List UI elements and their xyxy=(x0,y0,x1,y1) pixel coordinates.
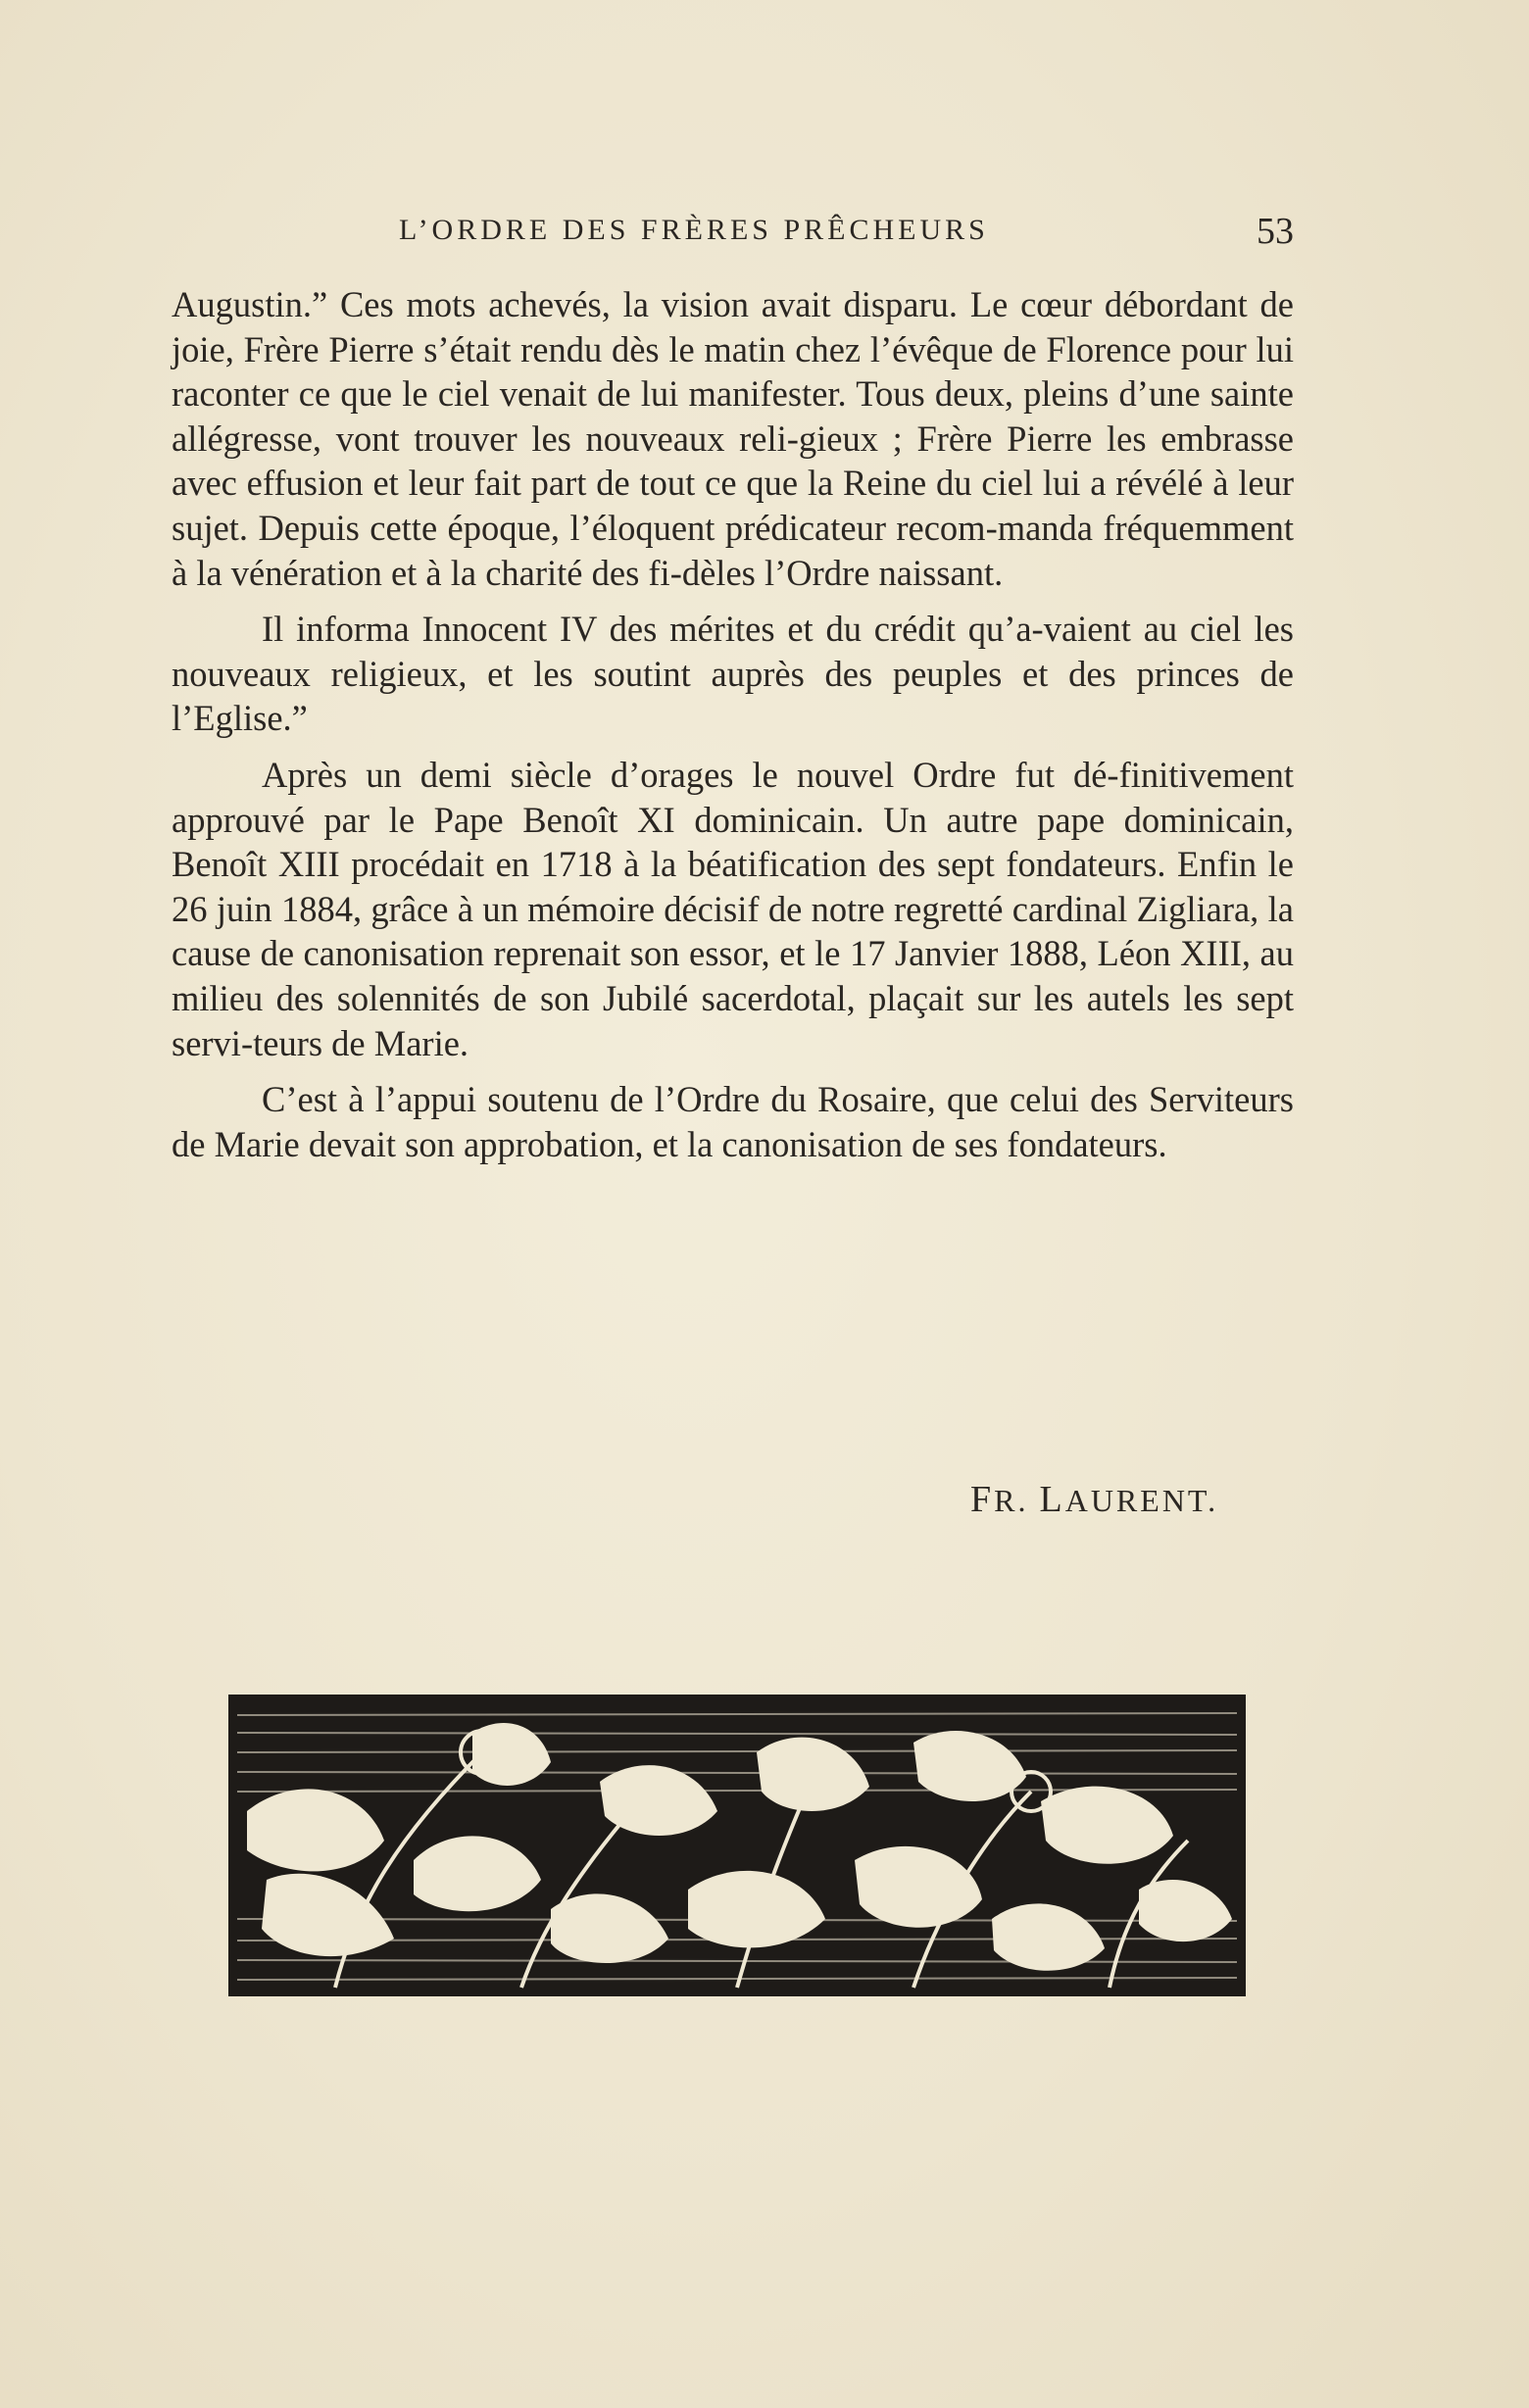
body-text xyxy=(172,282,1294,1178)
signature-initial-f: F xyxy=(970,1479,995,1520)
floral-woodcut-vignette-icon xyxy=(227,1694,1247,1997)
paragraph-2: Il informa Innocent IV des mérites et du crédit qu’a-vaient au ciel les nouveaux religieux, et les soutint auprès des peuples et des princes de l’Eglise.” xyxy=(172,609,1294,739)
signature-rest-laurent: AURENT. xyxy=(1064,1483,1219,1518)
paragraph-1: Augustin.” Ces mots achevés, la vision avait disparu. Le cœur débordant de joie, Frère Pierre s’était rendu dès le matin chez l’évêque de Florence pour lui raconter ce que le ciel venait de lui manifester. Tous deux, pleins d’une sainte allégresse, vont trouver les nouveaux reli-gieux ; Frère Pierre les embrasse avec effusion et leur fait part de tout ce que la Reine du ciel lui a révélé à leur sujet. Depuis cette époque, l’éloquent prédicateur recom-manda fréquemment à la vénération et à la charité des fi-dèles l’Ordre naissant. xyxy=(172,284,1294,593)
vignette-svg xyxy=(227,1694,1247,1997)
signature-initial-l: L xyxy=(1039,1479,1065,1520)
paragraph-4: C’est à l’appui soutenu de l’Ordre du Rosaire, que celui des Serviteurs de Marie devait son approbation, et la canonisation de ses fondateurs. xyxy=(172,1079,1294,1164)
signature xyxy=(970,1478,1218,1521)
signature-rest-fr: R. xyxy=(994,1483,1029,1518)
paragraph-3: Après un demi siècle d’orages le nouvel Ordre fut dé-finitivement approuvé par le Pape Benoît XI dominicain. Un autre pape dominicain, Benoît XIII procédait en 1718 à la béatification des sept fondateurs. Enfin le 26 juin 1884, grâce à un mémoire décisif de notre regretté cardinal Zigliara, la cause de canonisation reprenait son essor, et le 17 Janvier 1888, Léon XIII, au milieu des solennités de son Jubilé sacerdotal, plaçait sur les autels les sept servi-teurs de Marie. xyxy=(172,754,1294,1063)
page-header xyxy=(172,206,1294,265)
page-number: 53 xyxy=(1257,211,1294,252)
running-head: L’ORDRE DES FRÈRES PRÊCHEURS xyxy=(399,214,989,246)
